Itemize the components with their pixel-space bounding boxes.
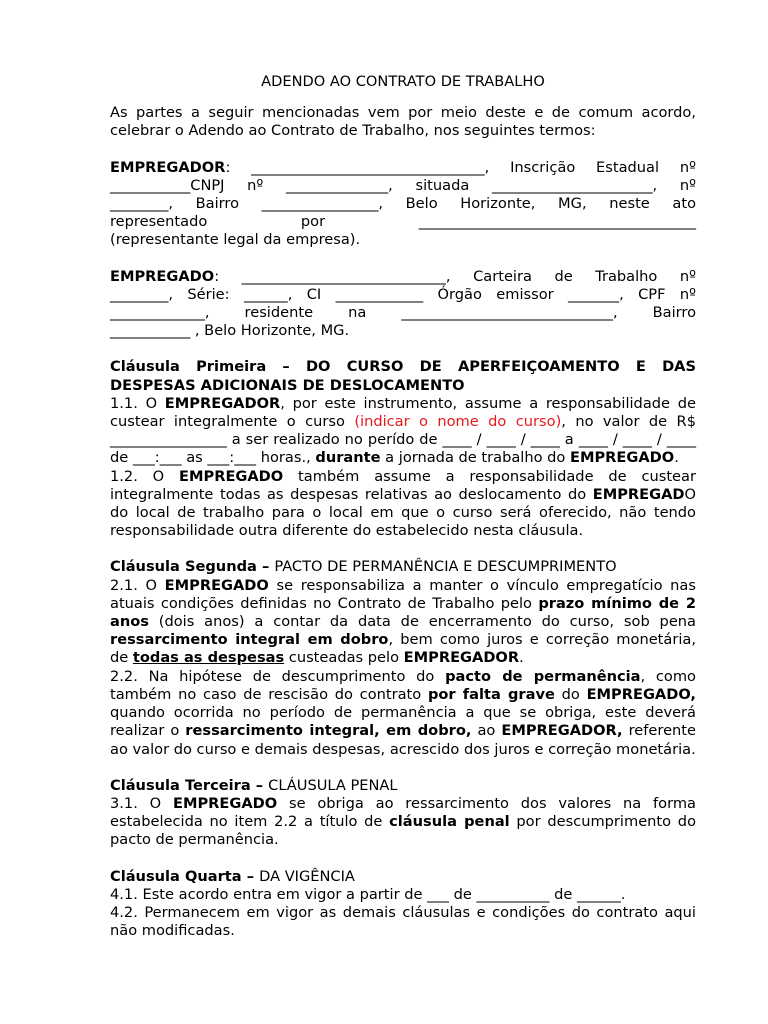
bold-text: EMPREGADOR bbox=[164, 394, 281, 412]
empregador-text: : ________________________________, Inscrição Estadual nº bbox=[225, 158, 696, 176]
clausula-primeira-heading bbox=[110, 358, 696, 394]
clausula-quarta bbox=[110, 868, 696, 941]
empregador-line-5: (representante legal da empresa). bbox=[110, 231, 361, 249]
bold-text: EMPREGADO, bbox=[586, 685, 696, 703]
bold-text: EMPREGADO bbox=[172, 794, 278, 812]
bold-text: por falta grave bbox=[427, 685, 555, 703]
empregador-word: representado bbox=[110, 213, 208, 231]
empregador-line-4 bbox=[110, 213, 696, 231]
clause-title: DO CURSO DE APERFEIÇOAMENTO E DAS DESPESAS ADICIONAIS DE DESLOCAMENTO bbox=[110, 358, 696, 394]
bold-text: cláusula penal bbox=[389, 813, 510, 831]
empregado-word: na bbox=[348, 304, 367, 322]
text: por descumprimento do pacto de permanência. bbox=[110, 813, 696, 849]
bold-text: EMPREGADO bbox=[179, 467, 284, 485]
clausula-1-2 bbox=[110, 468, 696, 541]
text: , por este instrumento, assume a responsabilidade de custear integralmente o curso bbox=[110, 394, 696, 431]
clausula-primeira bbox=[110, 358, 696, 540]
text: , bem como juros e correção monetária, de bbox=[110, 631, 696, 667]
clausula-segunda-heading bbox=[110, 558, 696, 576]
course-name-placeholder: (indicar o nome do curso) bbox=[354, 413, 562, 431]
clause-title: CLÁUSULA PENAL bbox=[268, 776, 398, 794]
empregado-word: _____________________________, bbox=[401, 304, 618, 322]
text: a jornada de trabalho do bbox=[380, 449, 570, 467]
empregado-line-2: ________, Série: ______, CI ____________ Órgão emissor _______, CPF nº bbox=[110, 285, 696, 303]
clausula-2-2 bbox=[110, 668, 696, 759]
bold-text: EMPREGAD bbox=[592, 485, 685, 503]
text: 2.2. Na hipótese de descumprimento do bbox=[110, 667, 446, 685]
text: também assume a responsabilidade de custear integralmente todas as despesas relativas ao deslocamento do bbox=[110, 467, 696, 503]
text: 2.1. O bbox=[110, 576, 165, 594]
text: quando ocorrida no período de permanência a que se obriga, este deverá realizar o bbox=[110, 704, 696, 740]
empregado-word: _____________, bbox=[110, 304, 210, 322]
clause-label: Cláusula Segunda – bbox=[110, 558, 275, 576]
empregador-line-3: ________, Bairro ________________, Belo Horizonte, MG, neste ato bbox=[110, 195, 696, 213]
clausula-quarta-heading bbox=[110, 868, 696, 886]
clause-label: Cláusula Terceira – bbox=[110, 776, 269, 794]
empregado-label: EMPREGADO bbox=[110, 267, 215, 285]
bold-text: EMPREGADO bbox=[570, 449, 675, 467]
empregador-word: por bbox=[300, 213, 326, 231]
text: 1.2. O bbox=[110, 467, 180, 485]
bold-text: EMPREGADOR bbox=[403, 649, 520, 667]
clause-title: DA VIGÊNCIA bbox=[259, 867, 355, 885]
intro-paragraph: As partes a seguir mencionadas vem por meio deste e de comum acordo, celebrar o Adendo ao Contrato de Trabalho, nos seguintes termos: bbox=[110, 104, 696, 140]
document-title: ADENDO AO CONTRATO DE TRABALHO bbox=[261, 73, 545, 90]
empregador-section bbox=[110, 159, 696, 250]
clausula-4-1: 4.1. Este acordo entra em vigor a partir de ___ de __________ de ______. bbox=[110, 885, 626, 903]
document-body bbox=[110, 73, 696, 940]
empregado-line-1 bbox=[110, 268, 696, 286]
empregador-blank: ______________________________________ bbox=[418, 213, 697, 231]
text: do bbox=[554, 685, 587, 703]
empregado-word: residente bbox=[244, 304, 314, 322]
clausula-terceira bbox=[110, 777, 696, 850]
empregador-line-1 bbox=[110, 159, 696, 177]
clausula-1-1 bbox=[110, 395, 696, 468]
clause-label: Cláusula Primeira – bbox=[110, 358, 306, 376]
clausula-4-2: 4.2. Permanecem em vigor as demais cláusulas e condições do contrato aqui não modificadas. bbox=[110, 903, 696, 940]
text: O do local de trabalho para o local em que o curso será oferecido, não tendo responsabilidade outra diferente do estabelecido nesta cláusula. bbox=[110, 485, 696, 540]
text: . bbox=[674, 449, 679, 467]
text: se responsabiliza a manter o vínculo empregatício nas atuais condições definidas no Contrato de Trabalho pelo bbox=[110, 576, 696, 612]
text: . bbox=[519, 649, 524, 667]
bold-underline-text: todas as despesas bbox=[132, 649, 285, 667]
text: (dois anos) a contar da data de encerramento do curso, sob pena bbox=[148, 613, 696, 631]
text: 1.1. O bbox=[110, 394, 165, 412]
text: se obriga ao ressarcimento dos valores na forma estabelecida no item 2.2 a título de bbox=[110, 794, 696, 831]
text: , no valor de R$ ________________ a ser realizado no perído de ____ / ____ / ____ a ____ / ____ / ____ de ___:___ as ___:___ horas., bbox=[110, 413, 696, 467]
empregado-section bbox=[110, 268, 696, 341]
clause-title: PACTO DE PERMANÊNCIA E DESCUMPRIMENTO bbox=[274, 558, 617, 576]
clausula-segunda bbox=[110, 558, 696, 758]
bold-text: pacto de permanência bbox=[445, 667, 641, 685]
empregado-word: Bairro bbox=[652, 304, 697, 322]
clausula-2-1 bbox=[110, 577, 696, 668]
empregador-line-2: ___________CNPJ nº ______________, situada ______________________, nº bbox=[110, 176, 696, 194]
clausula-3-1 bbox=[110, 795, 696, 850]
text: 3.1. O bbox=[110, 794, 173, 812]
bold-text: prazo mínimo de 2 anos bbox=[110, 594, 696, 631]
text: referente ao valor do curso e demais despesas, acrescido dos juros e correção monetária. bbox=[110, 722, 696, 758]
bold-text: ressarcimento integral, em dobro, bbox=[185, 722, 472, 740]
bold-text: ressarcimento integral em dobro bbox=[110, 631, 389, 649]
text: ao bbox=[471, 722, 502, 740]
bold-text: EMPREGADO bbox=[164, 576, 269, 594]
empregado-line-3 bbox=[110, 304, 696, 322]
clausula-terceira-heading bbox=[110, 777, 696, 795]
empregado-text: : ____________________________, Carteira de Trabalho nº bbox=[214, 267, 696, 285]
clause-label: Cláusula Quarta – bbox=[110, 867, 260, 885]
text: custeadas pelo bbox=[284, 649, 404, 667]
empregador-label: EMPREGADOR bbox=[110, 158, 226, 176]
empregado-line-4: ___________ , Belo Horizonte, MG. bbox=[110, 322, 350, 340]
bold-text: durante bbox=[315, 449, 381, 467]
text: , como também no caso de rescisão do contrato bbox=[110, 667, 696, 703]
bold-text: EMPREGADOR, bbox=[501, 722, 623, 740]
